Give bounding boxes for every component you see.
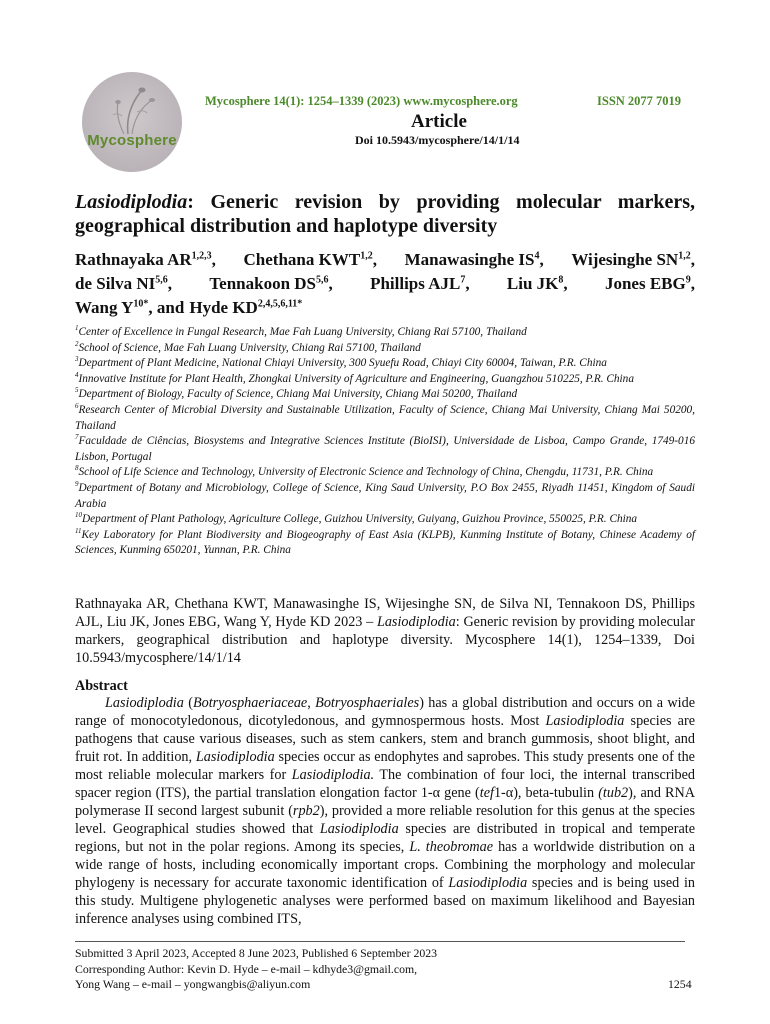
title-genus: Lasiodiplodia [75,191,188,213]
citation [75,595,695,667]
affiliation-number: 3 [75,355,79,364]
journal-line: Mycosphere 14(1): 1254–1339 (2023) www.mycosphere.org [205,94,518,108]
footer-rule [75,941,685,942]
abstract-text-run: species and is being used in this study. Multigene phylogenetic analyses were performed based on maximum likelihood and Bayesian inference analyses using combined ITS, [75,875,695,927]
abstract-text-run: ( [183,695,193,711]
affiliation-item: $^3$Department of Plant Medicine, National Chiayi University, 300 Syuefu Road, Chiayi City 60004, Taiwan, P.R. China [75,355,607,370]
affiliation-item: $^{11}$Key Laboratory for Plant Biodiversity and Biogeography of East Asia (KLPB), Kunming Institute of Botany, Chinese Academy of Sciences, Kunming 650201, Yunnan, P.R. China [75,526,695,557]
author-affiliation-marker: 10* [133,298,149,310]
abstract-text-run: The combination of four loci, the internal transcribed spacer region (ITS), the partial translation elongation factor 1-α gene ( [75,767,695,801]
abstract-text-run: ) has a global distribution and occurs on a wide range of monocotyledonous, dicotyledonous, and gymnospermous hosts. Most [75,695,695,729]
author-name: Manawasinghe $IS^4$, [404,250,544,269]
issn: ISSN 2077 7019 [597,94,682,108]
submission-dates: Submitted 3 April 2023, Accepted 8 June 2023, Published 6 September 2023 [75,946,438,960]
author-affiliation-marker: 1,2,3 [191,250,212,262]
affiliation-number: 2 [75,339,79,348]
abstract-italic-term: rpb2 [292,803,320,819]
affiliation-number: 4 [75,371,79,380]
affiliations [75,325,695,559]
abstract-italic-term: Lasiodiplodia [105,695,184,711]
affiliation-item: $^2$School of Science, Mae Fah Luang University, Chiang Rai 57100, Thailand [75,339,421,354]
mycosphere-logo [82,72,182,172]
author-line [75,248,695,272]
abstract-text-run: species are distributed in tropical and temperate regions, but not in the polar regions. Among its species, [75,821,695,855]
article-type: Article [411,111,467,132]
author-name: Wijesinghe SN$^{1,2}$, [571,250,695,269]
author-affiliation-marker: 4 [534,250,540,262]
affiliation-number: 7 [75,433,79,442]
abstract-italic-term: Lasiodiplodia [195,749,275,765]
affiliation-item: $^4$Innovative Institute for Plant Health, Zhongkai University of Agriculture and Engineering, Guangzhou 510225, P.R. China [75,371,634,385]
paper-title [75,190,695,238]
abstract-text [75,694,695,928]
author-affiliation-marker: 8 [558,274,564,286]
affiliation-number: 10 [75,511,82,520]
author-name: Liu $JK^8$, [506,274,568,293]
citation-authors: Rathnayaka AR, Chethana KWT, Manawasinghe IS, Wijesinghe SN, de Silva NI, Tennakoon DS, Phillips AJL, Liu JK, Jones EBG, Wang Y, Hyde KD 2023 – [75,596,695,630]
abstract-italic-term: tef [479,785,494,801]
author-affiliation-marker: 5,6 [316,274,329,286]
abstract-italic-term: L. theobromae [409,839,494,855]
page-number: 1254 [668,977,692,991]
author-list [75,248,695,320]
abstract-text-run: 1-α), beta-tubulin [493,785,599,801]
author-name: de Silva NI$^{5,6}$, [75,274,173,293]
citation-rest: : Generic revision by providing molecular markers, geographical distribution and haplotype diversity. Mycosphere 14(1), 1254–1339, Doi 10.5943/mycosphere/14/1/14 [75,614,695,666]
abstract-italic-term: (tub2 [598,785,629,801]
affiliation-item: $^7$Faculdade de Ciências, Biosystems and Integrative Sciences Institute (BioISI), Universidade de Lisboa, Campo Grande, 1749-016 Lisbon, Portugal [75,433,695,463]
citation-genus: Lasiodiplodia [376,614,456,630]
affiliation-number: 6 [75,402,79,411]
author-name: Jones EBG$^9$, [604,274,695,293]
affiliation-item: $^1$Center of Excellence in Fungal Research, Mae Fah Luang University, Chiang Rai 57100, Thailand [75,324,527,338]
abstract-italic-term: Lasiodiplodia. [291,767,375,783]
author-name: Phillips AJL$^7$, [370,274,470,293]
abstract-heading: Abstract [75,678,128,694]
author-affiliation-marker: 5,6 [155,274,168,286]
affiliation-number: 1 [75,324,79,333]
affiliation-item: $^6$Research Center of Microbial Diversity and Sustainable Utilization, Faculty of Science, Chiang Mai University, Chiang Mai 50200, Thailand [75,402,695,432]
author-line [75,296,695,320]
abstract-text-run: species occur as endophytes and saprobes. This study presents one of the most reliable molecular markers for [75,749,695,783]
logo-text: Mycosphere [87,132,177,149]
abstract-italic-term: Botryosphaeriaceae [192,695,308,711]
footer [75,946,695,993]
abstract-text-run: has a worldwide distribution on a wide range of hosts, including economically important crops. Combining the morphology and molecular phylogeny is necessary for accurate taxonomic identification of [75,839,696,891]
fungal-sprout-icon [82,72,182,172]
abstract-italic-term: Lasiodiplodia [319,821,399,837]
affiliation-number: 9 [75,480,79,489]
author-affiliation-marker: 9 [685,274,691,286]
abstract-italic-term: Botryosphaeriales [315,695,420,711]
abstract-text-run: ), and RNA polymerase II second largest subunit ( [75,785,696,819]
affiliation-item: $^{10}$Department of Plant Pathology, Agriculture College, Guizhou University, Guiyang, Guizhou Province, 550025, P.R. China [75,511,638,526]
author-name: Rathnayaka AR$^{1,2,3}$, [75,250,216,269]
author-name: Chethana KWT$^{1,2}$, [243,250,377,269]
affiliation-item: $^5$Department of Biology, Faculty of Science, Chiang Mai University, Chiang Mai 50200, Thailand [75,386,518,401]
abstract-text-run: species are pathogens that cause various diseases, such as stem cankers, stem and branch gummosis, shoot blight, and fruit rot. In addition, [75,713,696,765]
abstract-text-run: , [307,695,316,711]
author-name: Hyde $KD^{2,4,5,6,11*}$ [189,298,303,317]
affiliation-number: 11 [75,526,82,535]
author-name: Tennakoon DS$^{5,6}$, [209,274,333,293]
abstract-text-run: ), provided a more reliable resolution for this genus at the species level. Geographical studies showed that [75,803,695,837]
affiliation-item: $^9$Department of Botany and Microbiology, College of Science, King Saud University, P.O Box 2455, Riyadh 11451, Kingdom of Saudi Arabia [75,480,695,510]
title-rest: : Generic revision by providing molecular markers, geographical distribution and haplotype diversity [75,191,695,237]
corresponding-author: Corresponding Author: Kevin D. Hyde – e-mail – kdhyde3@gmail.com, [75,961,418,976]
author-name: Wang $Y^{10*}$, and [75,298,185,317]
abstract-italic-term: Lasiodiplodia [448,875,528,891]
author-affiliation-marker: 1,2 [360,250,373,262]
affiliation-number: 8 [75,464,79,473]
author-affiliation-marker: 1,2 [678,250,691,262]
doi: Doi 10.5943/mycosphere/14/1/14 [355,133,520,147]
author-line [75,272,695,296]
affiliation-number: 5 [75,386,79,395]
affiliation-item: $^8$School of Life Science and Technology, University of Electronic Science and Technology of China, Chengdu, 11731, P.R. China [75,464,654,479]
author-affiliation-marker: 2,4,5,6,11* [257,298,303,310]
second-correspondent: Yong Wang – e-mail – yongwangbis@aliyun.com [75,977,311,991]
abstract-italic-term: Lasiodiplodia [545,713,625,729]
author-affiliation-marker: 7 [460,274,466,286]
